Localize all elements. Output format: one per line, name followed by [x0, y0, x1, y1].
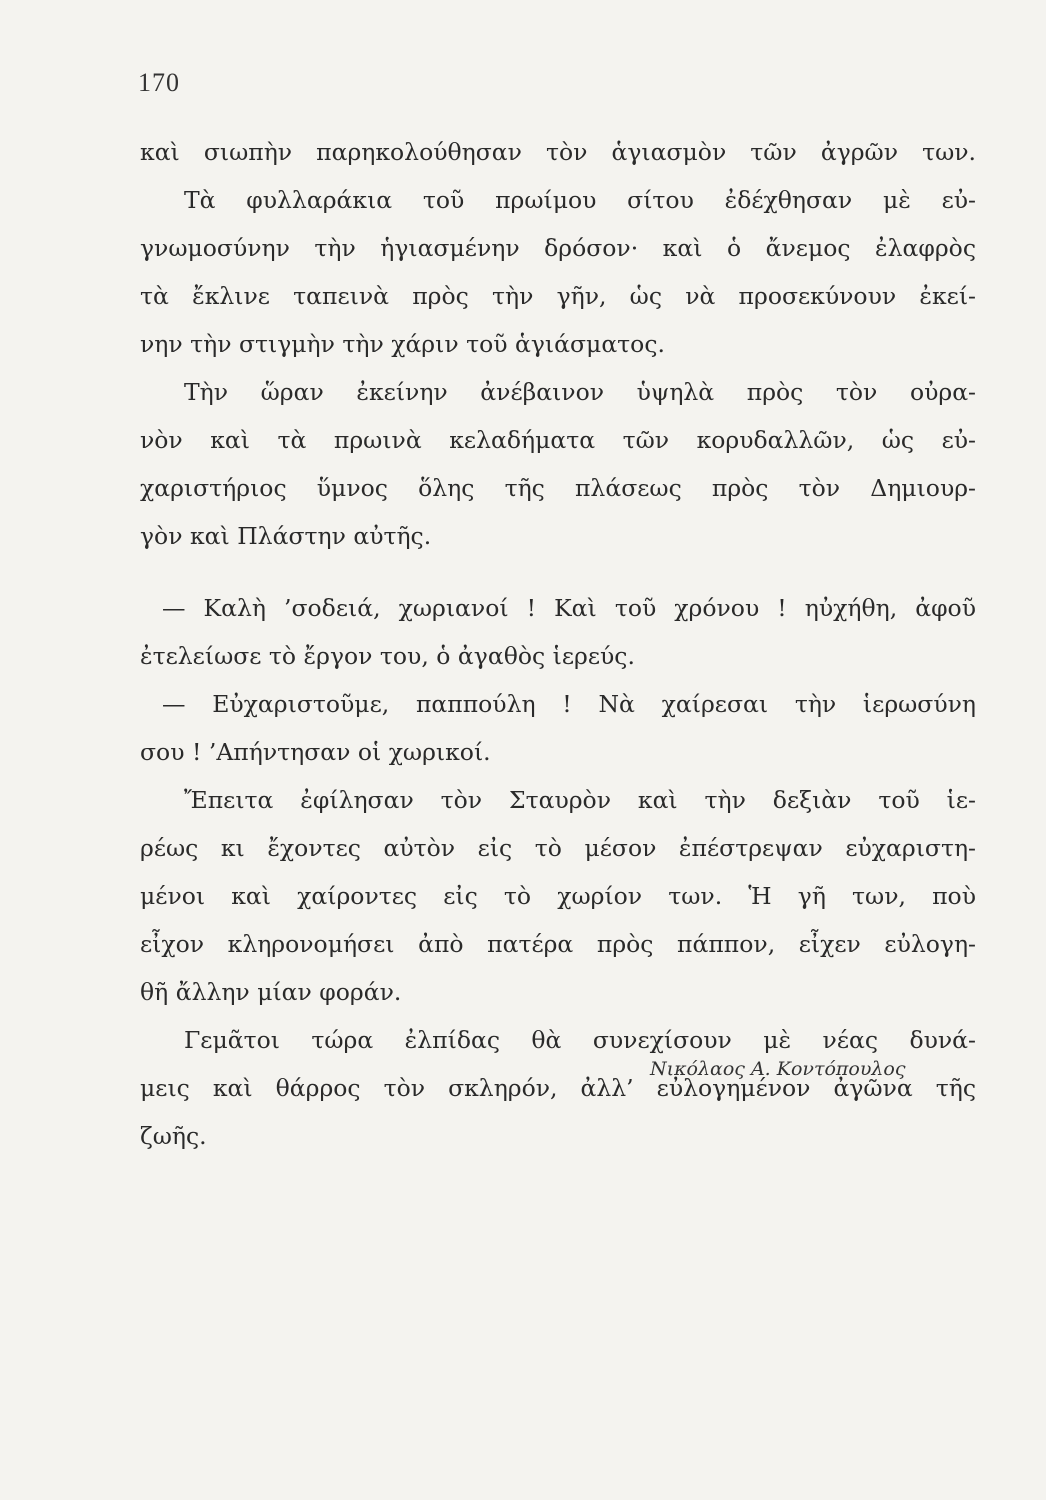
text-line: καὶ σιωπὴν παρηκολούθησαν τὸν ἁγιασμὸν τῶν ἀγρῶν των. — [140, 138, 976, 166]
body-text — [140, 128, 976, 1160]
page-number: 170 — [138, 68, 180, 97]
text-line: γνωμοσύνην τὴν ἡγιασμένην δρόσον· καὶ ὁ ἄνεμος ἐλαφρὸς — [140, 234, 976, 262]
text-line: Ἔπειτα ἐφίλησαν τὸν Σταυρὸν καὶ τὴν δεξιὰν τοῦ ἱε- — [184, 786, 976, 814]
text-line: ζωῆς. — [140, 1122, 207, 1150]
text-line: χαριστήριος ὕμνος ὅλης τῆς πλάσεως πρὸς τὸν Δημιουρ- — [140, 474, 976, 502]
paragraph-gap — [140, 560, 976, 584]
text-line: θῆ ἄλλην μίαν φοράν. — [140, 978, 402, 1006]
text-line: μένοι καὶ χαίροντες εἰς τὸ χωρίον των. Ἡ γῆ των, ποὺ — [140, 882, 976, 910]
text-line: μεις καὶ θάρρος τὸν σκληρόν, ἀλλ’ εὐλογημένον ἀγῶνα τῆς — [140, 1074, 976, 1102]
text-line: ρέως κι ἔχοντες αὐτὸν εἰς τὸ μέσον ἐπέστρεψαν εὐχαριστη- — [140, 834, 976, 862]
text-line: νην τὴν στιγμὴν τὴν χάριν τοῦ ἁγιάσματος. — [140, 330, 665, 358]
text-line: σου ! ’Απήντησαν οἱ χωρικοί. — [140, 738, 491, 766]
dialogue-line: — Καλὴ ’σοδειά, χωριανοί ! Καὶ τοῦ χρόνου ! ηὐχήθη, ἀφοῦ — [162, 594, 976, 622]
text-line: τὰ ἔκλινε ταπεινὰ πρὸς τὴν γῆν, ὡς νὰ προσεκύνουν ἐκεί- — [140, 282, 976, 310]
dialogue-line: — Εὐχαριστοῦμε, παππούλη ! Νὰ χαίρεσαι τὴν ἱερωσύνη — [162, 690, 976, 718]
text-line: εἶχον κληρονομήσει ἀπὸ πατέρα πρὸς πάππον, εἶχεν εὐλογη- — [140, 930, 976, 958]
text-line: γὸν καὶ Πλάστην αὐτῆς. — [140, 522, 432, 550]
author-signature: Νικόλαος Α. Κοντόπουλος — [650, 1058, 906, 1080]
text-line: νὸν καὶ τὰ πρωινὰ κελαδήματα τῶν κορυδαλλῶν, ὡς εὐ- — [140, 426, 976, 454]
text-line: ἐτελείωσε τὸ ἔργον του, ὁ ἀγαθὸς ἱερεύς. — [140, 642, 635, 670]
text-line: Γεμᾶτοι τώρα ἐλπίδας θὰ συνεχίσουν μὲ νέας δυνά- — [184, 1026, 976, 1054]
text-line: Τὴν ὥραν ἐκείνην ἀνέβαινον ὑψηλὰ πρὸς τὸν οὐρα- — [184, 378, 976, 406]
text-line: Τὰ φυλλαράκια τοῦ πρωίμου σίτου ἐδέχθησαν μὲ εὐ- — [184, 186, 976, 214]
